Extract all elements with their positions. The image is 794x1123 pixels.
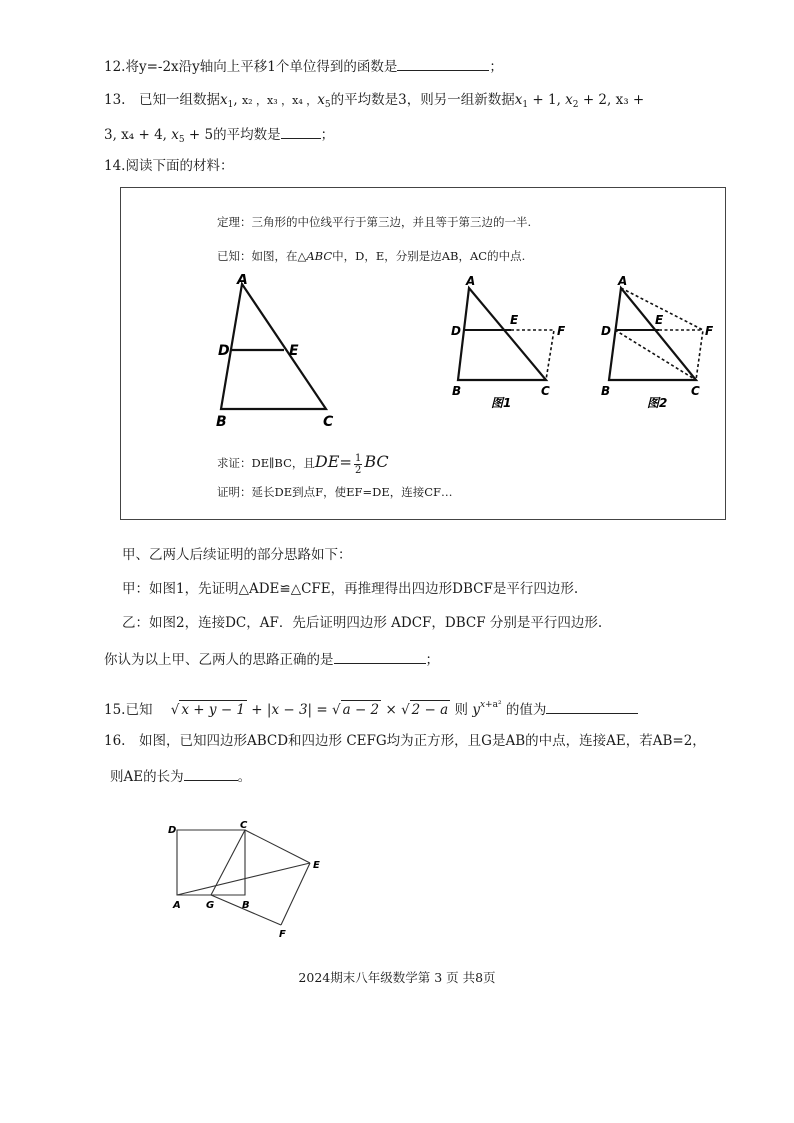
fraction-numerator: 1: [354, 452, 362, 464]
fig1-label-B: B: [452, 384, 462, 398]
fig0-label-E: E: [289, 343, 299, 359]
fig1-label-A: A: [466, 274, 476, 288]
q16-figure: [160, 818, 330, 938]
q15-times: ×: [381, 702, 402, 718]
q13-suffix: ；: [320, 127, 335, 143]
q16-label-E: E: [313, 860, 320, 871]
fig1-label-C: C: [541, 384, 550, 398]
q16-label-G: G: [206, 900, 215, 911]
prove-bc: BC: [364, 452, 389, 471]
question-14-title: 14.阅读下面的材料：: [104, 158, 234, 174]
q14-suffix: ；: [425, 652, 439, 668]
q13-x1: x: [219, 92, 228, 108]
q12-text: 12.将y=-2x沿y轴向上平移1个单位得到的函数是: [104, 59, 398, 75]
q15-prefix: 15.已知: [104, 702, 153, 718]
reading-material-box: [120, 187, 726, 520]
q16-answer-blank[interactable]: [184, 766, 238, 781]
q13-n5-plus: + 5: [184, 127, 214, 143]
q13-n2-sub: 2: [572, 100, 579, 110]
q16-label-B: B: [242, 900, 250, 911]
fig2-label-B: B: [601, 384, 611, 398]
known-triangle: △ABC: [297, 249, 333, 263]
theorem-figures: [121, 274, 725, 434]
prove-prefix: 求证：DE∥BC，且: [217, 456, 315, 470]
q16-label-A: A: [173, 900, 181, 911]
q14-question-text: 你认为以上甲、乙两人的思路正确的是: [104, 652, 334, 668]
q15-then: 则: [450, 702, 473, 718]
prove-equals: =: [339, 453, 352, 471]
q13-n5-sub: 5: [178, 135, 185, 145]
question-13-line1: [104, 91, 644, 114]
fig1-label-D: D: [451, 324, 461, 338]
q15-radical-3: 2 − a: [411, 702, 449, 718]
q15-answer-blank[interactable]: [546, 699, 638, 714]
fig1-label-F: F: [557, 324, 566, 338]
fig2-label-F: F: [705, 324, 714, 338]
q13-answer-blank[interactable]: [281, 124, 321, 139]
question-16-line2: [110, 766, 251, 786]
q13-question: 的平均数是: [213, 127, 281, 143]
q13-n3-n4: 3, x₄ + 4,: [104, 127, 172, 143]
fig2-label-C: C: [691, 384, 700, 398]
fig0-label-D: D: [218, 343, 230, 359]
page-footer: 2024期末八年级数学第 3 页 共8页: [298, 970, 496, 985]
fig1-label-E: E: [510, 313, 519, 327]
q13-x2-x4: x₂ ，x₃ ，x₄ ，: [241, 94, 318, 107]
fig2-label-A: A: [618, 274, 628, 288]
prove-de: DE: [314, 452, 340, 471]
q15-abs-term: + |x − 3| =: [247, 702, 332, 718]
q13-intro: 13. 已知一组数据: [104, 92, 220, 108]
q13-n2-plus: + 2, x₃ +: [578, 92, 645, 108]
fig0-label-A: A: [237, 274, 248, 288]
prove-text: [217, 450, 389, 476]
q16-suffix: 。: [237, 769, 252, 785]
fig2-caption: 图2: [647, 396, 668, 410]
q13-n2: x: [565, 92, 573, 108]
q15-exponent-2: +a²: [485, 700, 502, 710]
proof-text: 证明：延长DE到点F，使EF=DE，连接CF…: [217, 485, 453, 499]
q15-radical-2: a − 2: [342, 702, 380, 718]
question-12: [104, 56, 503, 76]
question-15: 15.已知 √ x + y − 1 + |x − 3| = √ a − 2 × √ 2 − a 则 $y^{x+a^2}$ 的值为: [104, 696, 638, 719]
question-16-line1: 16. 如图，已知四边形ABCD和四边形 CEFG均为正方形，且G是AB的中点，连接AE，若AB=2，: [104, 733, 706, 749]
q13-x5: x: [317, 92, 325, 108]
prove-fraction: [354, 453, 362, 476]
q13-mid: 的平均数是3，则另一组新数据: [330, 92, 515, 108]
figure-1: [458, 288, 554, 380]
q15-exponent: x: [479, 700, 486, 710]
q14-yi: 乙：如图2，连接DC，AF．先后证明四边形 ADCF，DBCF 分别是平行四边形.: [122, 615, 603, 631]
q15-tail: 的值为: [501, 702, 547, 718]
q13-n1-sub: 1: [522, 100, 529, 110]
q13-n5: x: [171, 127, 179, 143]
fig2-label-D: D: [601, 324, 611, 338]
main-triangle-figure: [221, 284, 326, 409]
figure-2: [609, 288, 703, 380]
q13-x1-sub: 1: [227, 100, 234, 110]
q16-label-D: D: [168, 825, 177, 836]
q16-label-F: F: [279, 929, 286, 938]
q14-answer-blank[interactable]: [334, 649, 426, 664]
q16-question: 则AE的长为: [110, 769, 184, 785]
q14-intro: 甲、乙两人后续证明的部分思路如下：: [122, 547, 352, 563]
q12-suffix: ；: [489, 59, 503, 75]
known-suffix: 中，D，E，分别是边AB，AC的中点.: [332, 249, 526, 263]
fig0-label-B: B: [216, 414, 227, 430]
fig0-label-C: C: [323, 414, 334, 430]
q13-sep: ,: [233, 92, 242, 108]
known-text: [217, 248, 525, 264]
known-prefix: 已知：如图，在: [217, 249, 298, 263]
theorem-text: 定理：三角形的中位线平行于第三边，并且等于第三边的一半.: [217, 215, 532, 229]
fig1-caption: 图1: [491, 396, 512, 410]
question-13-line2: [104, 124, 334, 149]
fig2-label-E: E: [655, 313, 664, 327]
q14-jia: 甲：如图1，先证明△ADE≌△CFE，再推理得出四边形DBCF是平行四边形.: [122, 581, 579, 597]
q13-n1: x: [514, 92, 523, 108]
q16-label-C: C: [240, 820, 248, 831]
q12-answer-blank[interactable]: [397, 56, 489, 71]
q13-x5-sub: 5: [324, 100, 331, 110]
q15-radical-1: x + y − 1: [181, 702, 246, 718]
q13-n1-plus: + 1,: [528, 92, 566, 108]
q15-base: y: [472, 702, 480, 718]
fraction-denominator: 2: [354, 464, 362, 476]
q14-question: [104, 649, 439, 669]
